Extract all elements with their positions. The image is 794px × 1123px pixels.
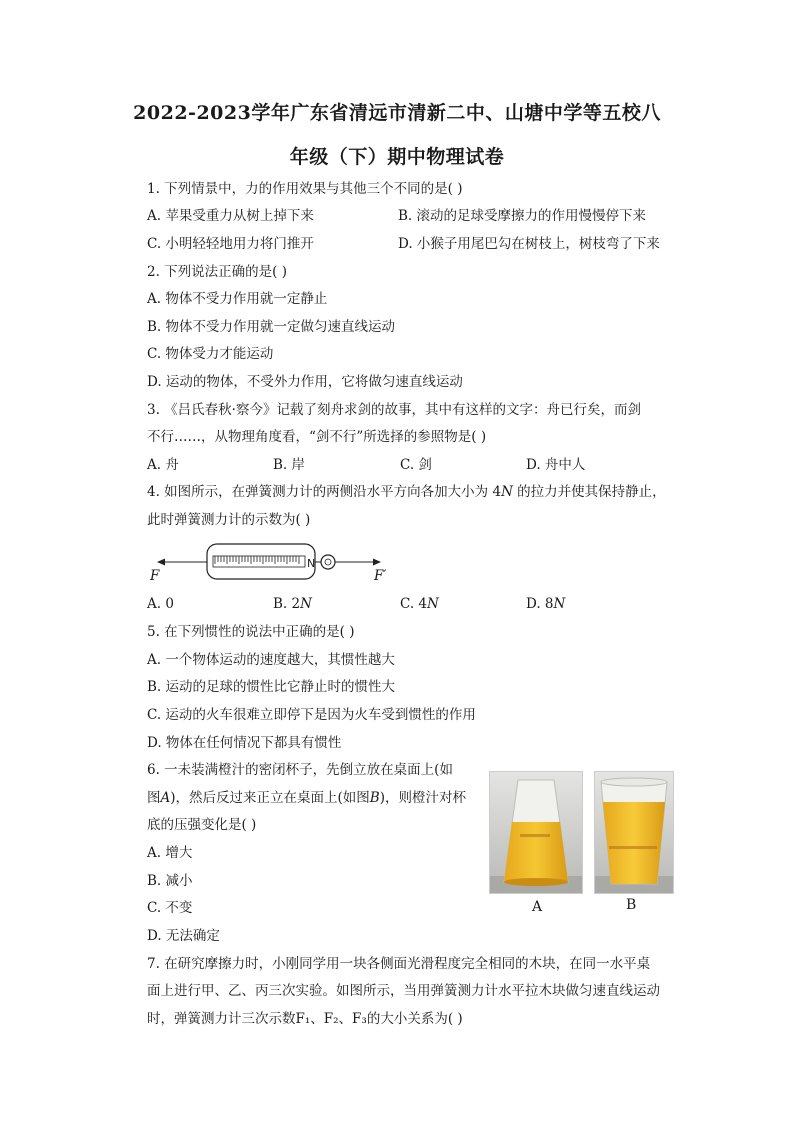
photo-b-caption: B [626, 897, 637, 913]
q3-option-d: D. 舟中人 [526, 457, 586, 473]
spring-scale-figure [145, 536, 395, 586]
q6-stem-line3: 底的压强变化是( ) [147, 817, 257, 833]
q2-stem: 2. 下列说法正确的是( ) [147, 264, 287, 280]
photo-a-caption: A [532, 899, 543, 915]
q2-option-b: B. 物体不受力作用就一定做匀速直线运动 [147, 319, 396, 335]
q6-option-c: C. 不变 [147, 900, 193, 916]
q4-force-f-label: F [150, 568, 160, 584]
q6-option-b: B. 减小 [147, 873, 193, 889]
q4-option-d: D. 8N [526, 596, 566, 612]
q1-option-c: C. 小明轻轻地用力将门推开 [147, 236, 314, 252]
exam-title-line1: 2022-2023学年广东省清远市清新二中、山塘中学等五校八 [133, 102, 661, 124]
q6-stem-line1: 6. 一未装满橙汁的密闭杯子，先倒立放在桌面上(如 [147, 762, 453, 778]
q2-option-c: C. 物体受力才能运动 [147, 346, 274, 362]
q5-option-b: B. 运动的足球的惯性比它静止时的惯性大 [147, 679, 396, 695]
q1-option-d: D. 小猴子用尾巴勾在树枝上，树枝弯了下来 [398, 236, 660, 252]
q1-stem: 1. 下列情景中，力的作用效果与其他三个不同的是( ) [147, 181, 463, 197]
q4-force-f-prime-label: F′ [374, 568, 387, 584]
photo-cup-b-upright [594, 771, 674, 894]
q7-stem-line2: 面上进行甲、乙、丙三次实验。如图所示，当用弹簧测力计水平拉木块做匀速直线运动 [147, 983, 660, 999]
svg-text:N: N [307, 557, 316, 570]
q3-option-c: C. 剑 [400, 457, 432, 473]
q6-stem-line2: 图A)，然后反过来正立在桌面上(如图B)，则橙汁对杯 [147, 790, 466, 806]
q3-option-b: B. 岸 [273, 457, 306, 473]
q2-option-a: A. 物体不受力作用就一定静止 [147, 291, 328, 307]
q4-stem-line1: 4. 如图所示，在弹簧测力计的两侧沿水平方向各加大小为 4N 的拉力并使其保持静止， [147, 484, 666, 500]
q2-option-d: D. 运动的物体，不受外力作用，它将做匀速直线运动 [147, 374, 463, 390]
exam-title-line2: 年级（下）期中物理试卷 [289, 146, 505, 168]
q1-option-a: A. 苹果受重力从树上掉下来 [147, 208, 314, 224]
q5-stem: 5. 在下列惯性的说法中正确的是( ) [147, 624, 355, 640]
q7-stem-line3: 时，弹簧测力计三次示数F₁、F₂、F₃的大小关系为( ) [147, 1011, 463, 1027]
q3-stem-line2: 不行……，从物理角度看，“剑不行”所选择的参照物是( ) [147, 429, 487, 445]
q3-option-a: A. 舟 [147, 457, 179, 473]
q4-option-c: C. 4N [400, 596, 439, 612]
q7-stem-line1: 7. 在研究摩擦力时，小刚同学用一块各侧面光滑程度完全相同的木块，在同一水平桌 [147, 956, 651, 972]
q3-stem-line1: 3. 《吕氏春秋·察今》记载了刻舟求剑的故事，其中有这样的文字：舟已行矣，而剑 [147, 402, 641, 418]
q4-stem-line2: 此时弹簧测力计的示数为( ) [147, 512, 311, 528]
q5-option-a: A. 一个物体运动的速度越大，其惯性越大 [147, 652, 395, 668]
q6-option-a: A. 增大 [147, 845, 193, 861]
q5-option-d: D. 物体在任何情况下都具有惯性 [147, 735, 342, 751]
q4-option-a: A. 0 [147, 596, 174, 612]
q1-option-b: B. 滚动的足球受摩擦力的作用慢慢停下来 [398, 208, 647, 224]
q6-option-d: D. 无法确定 [147, 928, 220, 944]
photo-cup-a-inverted [489, 771, 583, 894]
q5-option-c: C. 运动的火车很难立即停下是因为火车受到惯性的作用 [147, 707, 476, 723]
q4-option-b: B. 2N [273, 596, 312, 612]
